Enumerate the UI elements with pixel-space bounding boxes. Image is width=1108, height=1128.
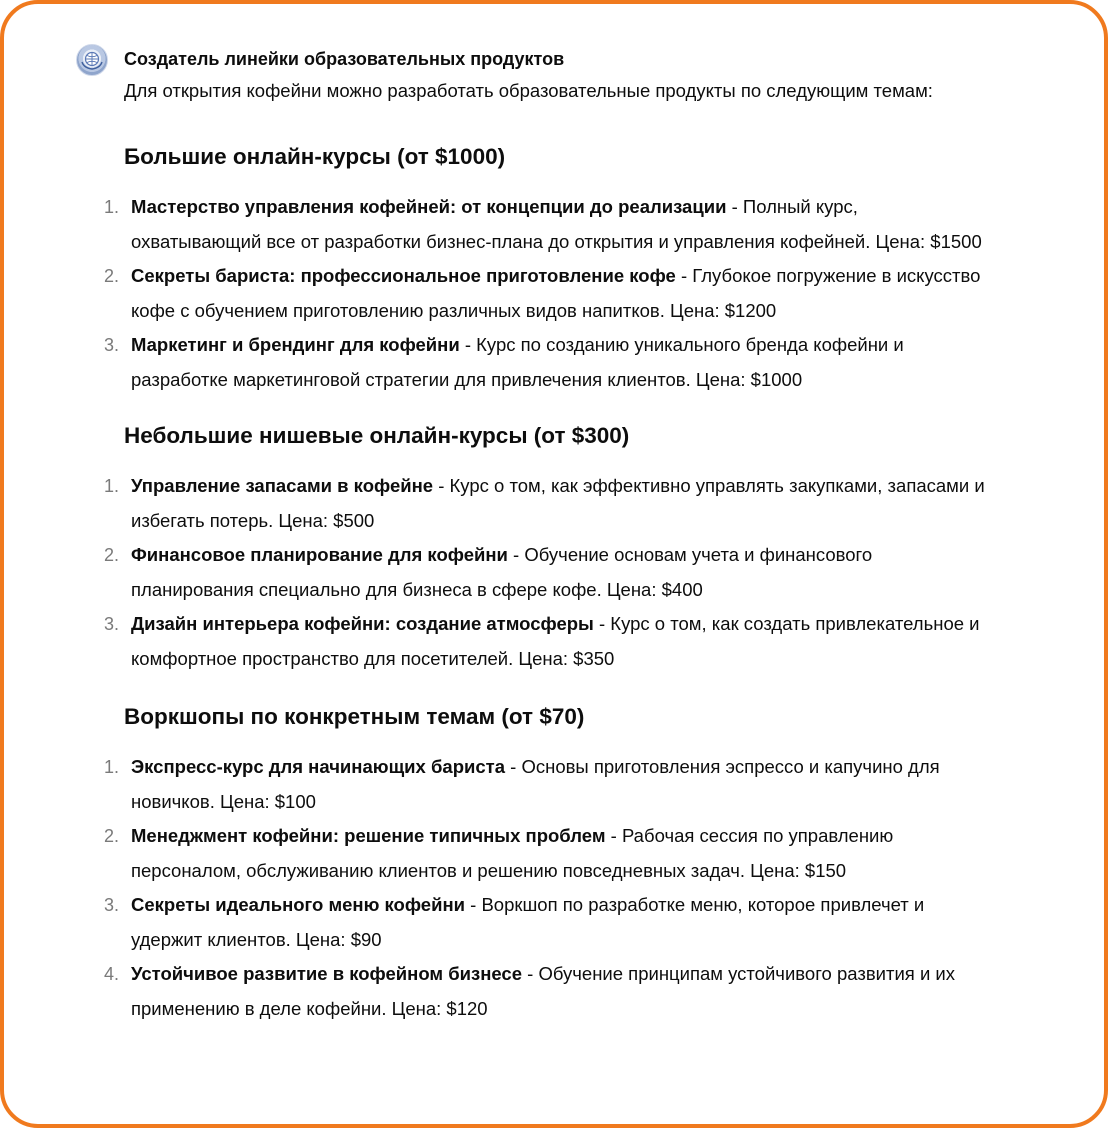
section-heading-niche-courses: Небольшие нишевые онлайн-курсы (от $300) [124,423,630,448]
list-item [104,750,991,819]
item-title: Маркетинг и брендинг для кофейни [131,334,460,355]
item-title: Менеджмент кофейни: решение типичных проблем [131,825,606,846]
list-number: 2. [104,266,120,286]
item-description: - Полный курс, охватывающий все от разработки бизнес-плана до открытия и управления кофейней. Цена: $1500 [131,196,982,252]
item-description: - Рабочая сессия по управлению персоналом, обслуживанию клиентов и решению повседневных задач. Цена: $150 [131,825,894,881]
item-title: Экспресс-курс для начинающих бариста [131,756,506,777]
list-number: 1. [104,197,120,217]
list-item [104,607,991,676]
list-number: 2. [104,545,120,565]
section-list-workshops [104,750,1024,1026]
item-title: Дизайн интерьера кофейни: создание атмосферы [131,613,594,634]
list-number: 3. [104,614,120,634]
item-title: Устойчивое развитие в кофейном бизнесе [131,963,522,984]
item-description: - Воркшоп по разработке меню, которое привлечет и удержит клиентов. Цена: $90 [131,894,925,950]
list-item [104,190,991,259]
section-heading-large-courses: Большие онлайн-курсы (от $1000) [124,144,506,169]
list-number: 2. [104,826,120,846]
globe-emblem-icon [76,44,108,76]
list-item [104,328,991,397]
item-description: - Обучение основам учета и финансового планирования специально для бизнеса в сфере кофе. Цена: $400 [131,544,873,600]
message-content [104,40,1024,1026]
list-number: 4. [104,964,120,984]
list-item [104,957,991,1026]
list-item [104,538,991,607]
list-item [104,888,991,957]
item-description: - Курс по созданию уникального бренда кофейни и разработке маркетинговой стратегии для привлечения клиентов. Цена: $1000 [131,334,904,390]
item-description: - Глубокое погружение в искусство кофе с обучением приготовлению различных видов напитков. Цена: $1200 [131,265,981,321]
list-item [104,259,991,328]
item-description: - Курс о том, как создать привлекательное и комфортное пространство для посетителей. Цена: $350 [131,613,980,669]
author-name: Создатель линейки образовательных продуктов [124,49,565,69]
section-list-niche-courses [104,469,1024,676]
list-item [104,469,991,538]
item-description: - Обучение принципам устойчивого развития и их применению в деле кофейни. Цена: $120 [131,963,955,1019]
item-description: - Основы приготовления эспрессо и капучино для новичков. Цена: $100 [131,756,940,812]
list-number: 1. [104,476,120,496]
list-number: 1. [104,757,120,777]
item-title: Секреты бариста: профессиональное приготовление кофе [131,265,676,286]
list-number: 3. [104,895,120,915]
item-title: Финансовое планирование для кофейни [131,544,508,565]
item-title: Мастерство управления кофейней: от концепции до реализации [131,196,727,217]
item-title: Секреты идеального меню кофейни [131,894,466,915]
section-heading-workshops: Воркшопы по конкретным темам (от $70) [124,704,585,729]
item-title: Управление запасами в кофейне [131,475,434,496]
list-item [104,819,991,888]
item-description: - Курс о том, как эффективно управлять закупками, запасами и избегать потерь. Цена: $500 [131,475,985,531]
section-list-large-courses [104,190,1024,397]
intro-text: Для открытия кофейни можно разработать образовательные продукты по следующим темам: [124,80,933,101]
list-number: 3. [104,335,120,355]
